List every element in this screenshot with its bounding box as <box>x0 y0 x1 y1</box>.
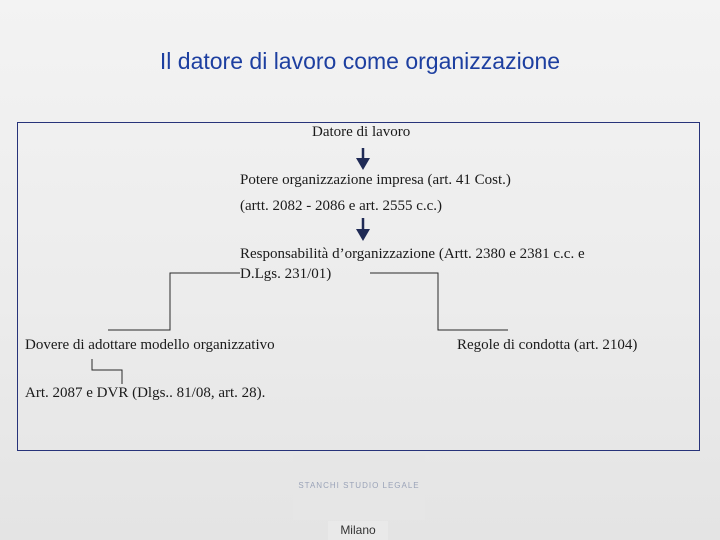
right-branch-node: Regole di condotta (art. 2104) <box>457 337 638 353</box>
left-branch-connector <box>108 273 240 330</box>
city-label: Milano <box>328 521 388 540</box>
responsibility-text-line-1: Responsabilità d’organizzazione (Artt. 2380 e 2381 c.c. e <box>240 246 585 262</box>
arrow-down-icon <box>356 148 370 170</box>
power-text-line-1: Potere organizzazione impresa (art. 41 Cost.) <box>240 172 511 188</box>
node-datore-di-lavoro: Datore di lavoro <box>312 124 411 140</box>
arrow-down-icon <box>356 218 370 241</box>
firm-logo-text: STANCHI STUDIO LEGALE <box>298 481 420 490</box>
firm-logo <box>293 455 425 520</box>
left-sub-node: Art. 2087 e DVR (Dlgs.. 81/08, art. 28). <box>25 385 266 401</box>
slide-title: Il datore di lavoro come organizzazione <box>159 48 561 74</box>
left-branch-node: Dovere di adottare modello organizzativo <box>25 337 275 353</box>
responsibility-text-line-2: D.Lgs. 231/01) <box>240 266 332 282</box>
right-branch-connector <box>370 273 508 330</box>
power-text-line-2: (artt. 2082 - 2086 e art. 2555 c.c.) <box>240 198 443 214</box>
